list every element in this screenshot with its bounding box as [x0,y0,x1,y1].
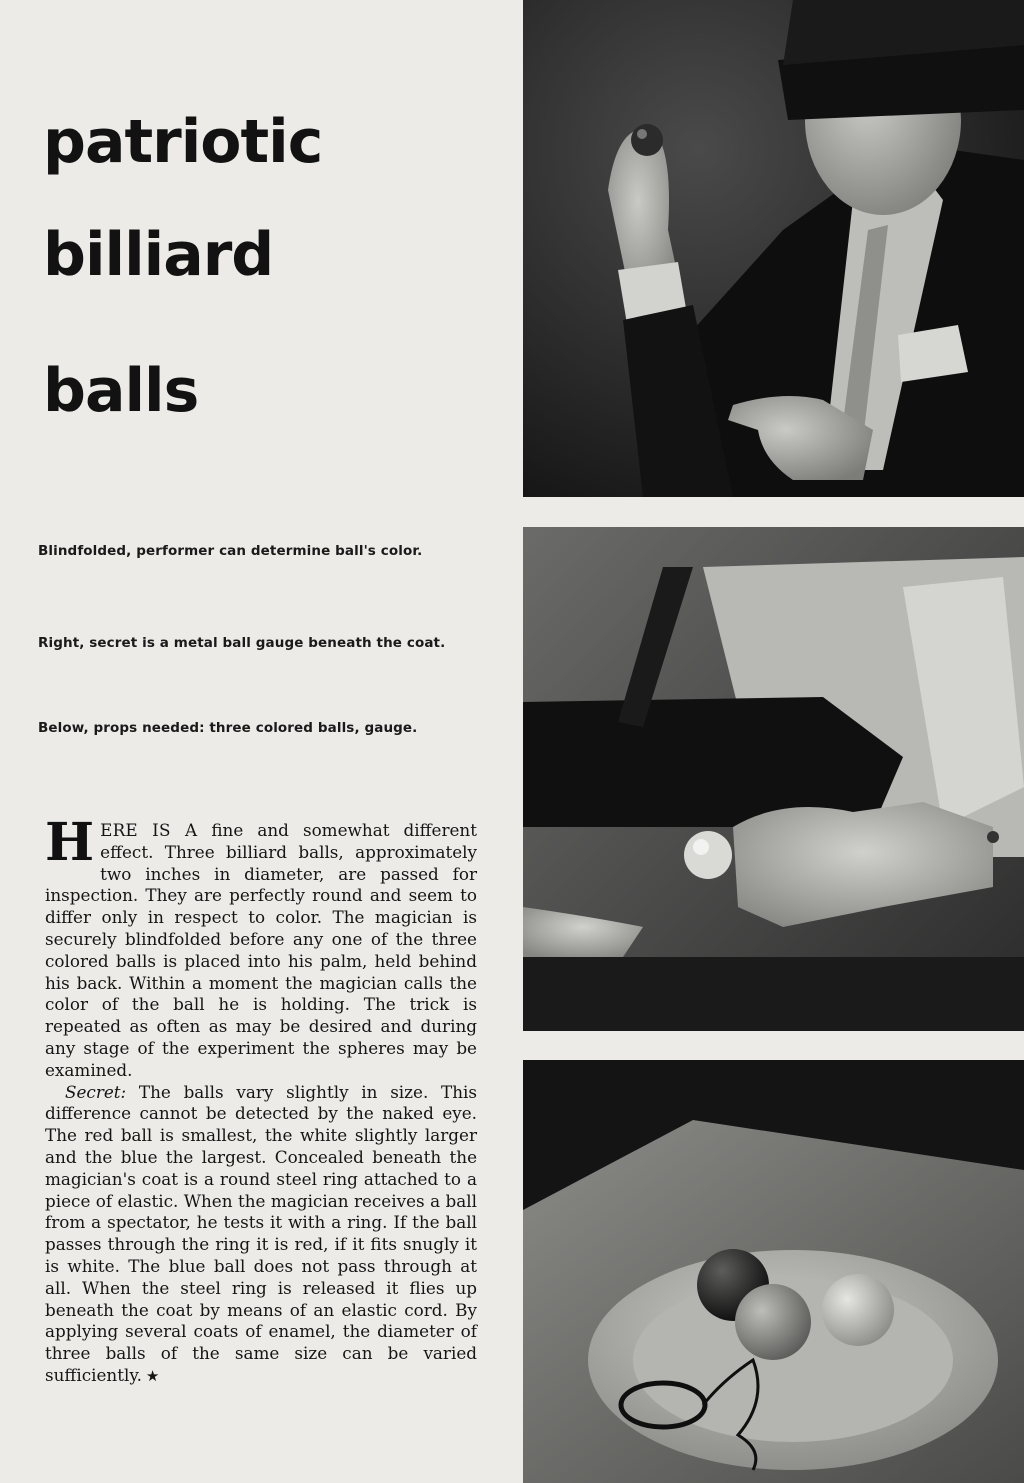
article-title-line-3: balls [43,356,199,426]
photo-caption-blindfolded: Blindfolded, performer can determine ball's color. [38,543,423,559]
paragraph-2-text: The balls vary slightly in size. This difference cannot be detected by the naked eye. The red ball is smallest, the white slightly larger and the blue the largest. Concealed beneath the magician's coat is a round steel ring attached to a piece of elastic. When the magician receives a ball from a spectator, he tests it with a ring. If the ball passes through the ring it is red, if it fits snugly it is white. The blue ball does not pass through at all. When the steel ring is released it flies up beneath the coat by means of an elastic cord. By applying several coats of enamel, the diameter of three balls of the same size can be varied sufficiently. [45,1081,477,1385]
photo-ball-gauge [523,527,1024,1031]
end-star-icon: ★ [145,1366,160,1385]
photo-caption-gauge: Right, secret is a metal ball gauge beneath the coat. [38,635,446,651]
paragraph-1-text: fine and somewhat different effect. Three billiard balls, approximately two inches in diameter, are passed for inspection. They are perfectly round and seem to differ only in respect to color. The magician is securely blindfolded before any one of the three colored balls is placed into his palm, held behind his back. Within a moment the magician calls the color of the ball he is holding. The trick is repeated as often as may be desired and during any stage of the experiment the spheres may be examined. [45,820,477,1080]
article-title-line-1: patriotic [43,107,323,177]
photo-caption-props: Below, props needed: three colored balls, gauge. [38,720,418,736]
article-body [45,812,477,1388]
lead-in-caps: ERE IS A [100,820,198,840]
props-plate-image [523,1060,1024,1483]
secret-label: Secret: [65,1081,127,1102]
blindfolded-magician-image [523,0,1024,497]
photo-props-plate [523,1060,1024,1483]
photo-blindfolded-magician [523,0,1024,497]
drop-cap: H [45,812,95,873]
article-paragraph-1 [45,812,477,1082]
article-title-line-2: billiard [43,220,274,290]
ball-gauge-image [523,527,1024,1031]
article-paragraph-2 [45,1082,477,1388]
